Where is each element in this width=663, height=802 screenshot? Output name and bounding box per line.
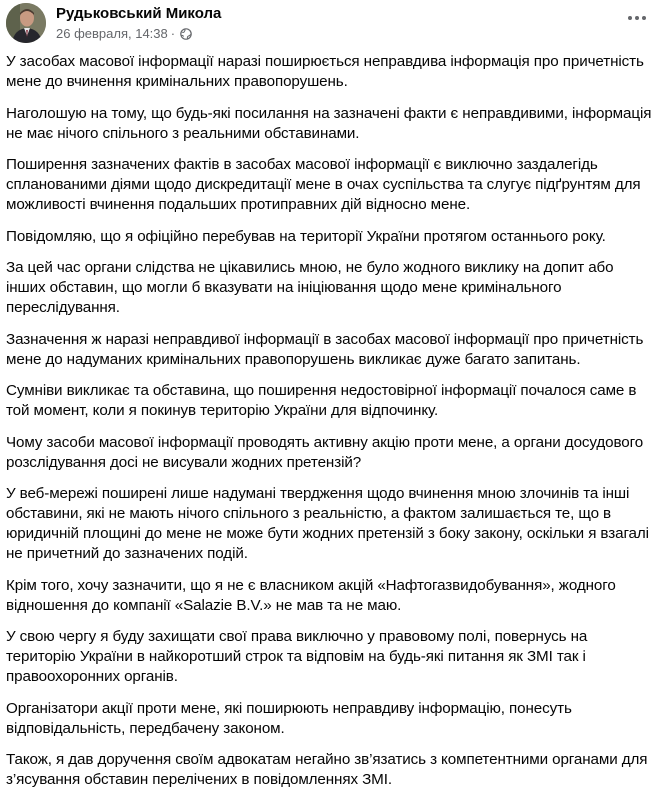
post-paragraph: Також, я дав доручення своїм адвокатам негайно зв’язатись з компетентними органами для з’ясування обставин перелічених в повідомленнях ЗМІ. [6,751,648,788]
post-paragraph: Сумніви викликає та обставина, що поширення недостовірної інформації почалося саме в той момент, коли я покинув територію України для відпочинку. [6,382,637,419]
post-paragraph: Організатори акції проти мене, які поширюють неправдиву інформацію, понесуть відповідальність, передбачену законом. [6,699,572,737]
post-body [6,52,657,802]
meta-separator: · [170,26,176,41]
post-paragraph: У свою чергу я буду захищати свої права виключно у правовому полі, повернусь на територію України в найкоротший строк та відповім на будь-які питання як ЗМІ так і правоохоронних органів. [6,628,588,685]
post-paragraph: У засобах масової інформації наразі поширюється неправдива інформація про причетність мене до вчинення кримінальних правопорушень. [6,53,644,90]
author-name[interactable]: Рудьковський Микола [56,5,222,22]
post-header [0,0,663,46]
post-paragraph: У веб-мережі поширені лише надумані твердження щодо вчинення мною злочинів та інші обставини, які не мають нічого спільного з реальністю, а фактом залишається те, що в юридичній площині до мене не може бути жодних претензій з боку закону, оскільки я взагалі не причетний до зазначених подій. [6,485,649,562]
avatar[interactable] [6,3,46,43]
post-meta [56,26,192,41]
post-paragraph: Зазначення ж наразі неправдивої інформації в засобах масової інформації про причетність мене до надуманих кримінальних правопорушень викликає дуже багато запитань. [6,330,644,368]
post-paragraph: За цей час органи слідства не цікавились мною, не було жодного виклику на допит або інших обставин, що могли б вказувати на ініціювання щодо мене кримінального переслідування. [6,259,614,316]
post-paragraph: Наголошую на тому, що будь-які посилання на зазначені факти є неправдивими, інформація не має нічого спільного з реальними обставинами. [6,104,652,142]
more-horizontal-icon[interactable] [625,10,649,30]
post-paragraph: Крім того, хочу зазначити, що я не є власником акцій «Нафтогазвидобування», жодного відношення до компанії «Salazie B.V.» не мав та не маю. [6,576,616,614]
globe-icon[interactable] [180,28,192,40]
post-paragraph: Чому засоби масової інформації проводять активну акцію проти мене, а органи досудового розслідування досі не висували жодних претензій? [6,433,644,471]
post-date[interactable]: 26 февраля, 14:38 [56,26,168,41]
post-paragraph: Повідомляю, що я офіційно перебував на території України протягом останнього року. [6,227,606,245]
post-paragraph: Поширення зазначених фактів в засобах масової інформації є виключно заздалегідь спланованими діями щодо дискредитації мене в очах суспільства та слугує підґрунтям для можливості вчинення подальших протиправних дій відносно мене. [6,156,641,213]
